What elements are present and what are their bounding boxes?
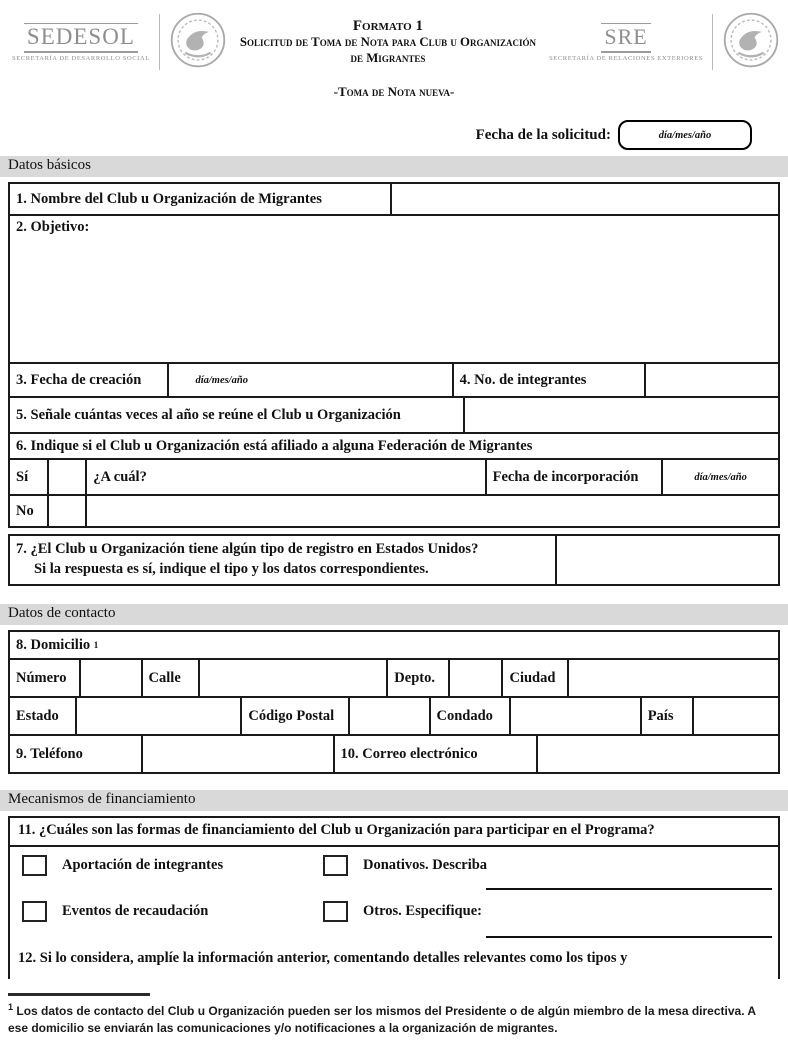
financing-options-row-2 [10,893,778,941]
q12-label: 12. Si lo considera, amplíe la información anterior, comentando detalles relevantes como los tipos y [18,950,628,966]
table-row [10,494,778,526]
sedesol-acronym: SEDESOL [24,23,138,53]
sre-subtitle: SECRETARÍA DE RELACIONES EXTERIORES [549,54,703,62]
q6-incorporation-date-field[interactable] [661,460,778,494]
mexican-coat-of-arms-seal [722,11,780,74]
q4-integrantes-field[interactable] [644,364,778,396]
estado-field[interactable] [75,698,240,734]
donativos-label: Donativos. Describa [363,857,488,873]
table-row [10,536,778,584]
q6-incorporation-date-label: Fecha de incorporación [485,460,662,494]
q6-date-placeholder: día/mes/año [694,471,747,483]
q7-line1: 7. ¿El Club u Organización tiene algún tipo de registro en Estados Unidos? [16,541,479,557]
form-header [0,0,788,78]
q3-label: 3. Fecha de creación [16,371,142,388]
q3-fecha-creacion-field[interactable] [167,364,451,396]
form-title-block [227,18,549,67]
donativos-describe-line[interactable] [486,888,772,890]
codigo-postal-field[interactable] [348,698,429,734]
q6-yes-label: Sí [16,468,29,485]
pais-label: País [640,698,692,734]
q2-objetivo-field[interactable] [10,216,778,362]
q5-reuniones-field[interactable] [463,398,778,432]
q1-label: 1. Nombre del Club u Organización de Migrantes [16,190,322,207]
request-date-row [0,120,752,150]
financiamiento-table [8,816,780,979]
sedesol-logo [12,23,150,62]
q7-registro-field[interactable] [555,536,778,584]
q3-date-placeholder: día/mes/año [195,374,248,386]
numero-label: Número [16,669,67,686]
correo-field[interactable] [536,736,778,772]
footnote [8,993,774,1038]
condado-field[interactable] [509,698,640,734]
footnote-body: Los datos de contacto del Club u Organización pueden ser los mismos del Presidente o de algún miembro de la mesa directiva. A ese domicilio se enviarán las comunicaciones y/o notificaciones a la organización de migrantes. [8,1004,756,1036]
eventos-label: Eventos de recaudación [62,903,209,919]
q5-label: 5. Señale cuántas veces al año se reúne el Club u Organización [16,406,401,423]
table-row [10,396,778,432]
sre-logo [549,23,703,62]
footnote-text [8,1001,774,1038]
depto-label: Depto. [386,660,447,696]
calle-field[interactable] [198,660,386,696]
calle-label: Calle [141,660,199,696]
ciudad-label: Ciudad [501,660,566,696]
section-heading-financiamiento: Mecanismos de financiamiento [0,790,788,811]
sedesol-subtitle: SECRETARÍA DE DESARROLLO SOCIAL [12,54,150,62]
form-title-line1: Solicitud de Toma de Nota para Club u Organización [239,34,536,49]
q8-footnote-ref: 1 [93,640,99,650]
estado-label: Estado [16,707,59,724]
aportacion-checkbox[interactable] [22,855,47,876]
condado-label: Condado [429,698,510,734]
codigo-postal-label: Código Postal [240,698,348,734]
table-row [10,432,778,458]
aportacion-label: Aportación de integrantes [62,857,224,873]
q6-yes-checkbox-cell[interactable] [47,460,85,494]
q10-label: 10. Correo electrónico [333,736,537,772]
pais-field[interactable] [692,698,778,734]
q6-no-checkbox-cell[interactable] [47,496,85,526]
table-row [10,696,778,734]
section-heading-datos-contacto: Datos de contacto [0,604,788,625]
table-row [10,632,778,658]
section-heading-datos-basicos: Datos básicos [0,156,788,177]
request-date-field[interactable] [618,120,752,150]
q6-label: 6. Indique si el Club u Organización está afiliado a alguna Federación de Migrantes [16,437,533,454]
q1-nombre-club-field[interactable] [390,184,778,214]
sre-acronym: SRE [601,23,650,53]
otros-label: Otros. Especifique: [363,903,482,919]
q6-no-detail-field[interactable] [85,496,778,526]
telefono-field[interactable] [141,736,333,772]
q11-label: 11. ¿Cuáles son las formas de financiamiento del Club u Organización para participar en el Programa? [10,818,778,847]
donativos-checkbox[interactable] [323,855,348,876]
datos-contacto-table [8,630,780,774]
form-title-line2: de Migrantes [350,50,426,65]
otros-checkbox[interactable] [323,901,348,922]
financing-options-row-1 [10,847,778,893]
format-number: Formato 1 [352,17,423,34]
table-row [10,458,778,494]
q7-line2: Si la respuesta es sí, indique el tipo y los datos correspondientes. [34,560,429,577]
request-date-placeholder: día/mes/año [658,129,712,141]
q2-label: 2. Objetivo: [16,219,90,235]
eventos-checkbox[interactable] [22,901,47,922]
table-row [10,214,778,362]
otros-especifique-line[interactable] [486,936,772,938]
depto-field[interactable] [448,660,502,696]
ciudad-field[interactable] [567,660,778,696]
q8-domicilio-text: 8. Domicilio [16,636,91,653]
numero-field[interactable] [79,660,140,696]
q6-which-label: ¿A cuál? [85,460,484,494]
q9-label: 9. Teléfono [16,745,83,762]
q6-no-label: No [16,502,34,519]
q7-table [8,534,780,586]
header-divider [712,14,713,70]
footnote-rule [8,993,150,996]
q7-label [10,536,555,584]
table-row [10,184,778,214]
q4-label: 4. No. de integrantes [452,364,644,396]
mexican-coat-of-arms-seal [169,11,227,74]
datos-basicos-table [8,182,780,528]
form-subtitle: -Toma de Nota nueva- [333,84,455,99]
table-row [10,734,778,772]
table-row [10,362,778,396]
footnote-ref: 1 [8,1002,14,1012]
q8-label [10,632,778,658]
table-row [10,658,778,696]
header-divider [159,14,160,70]
request-date-label: Fecha de la solicitud: [475,126,611,143]
